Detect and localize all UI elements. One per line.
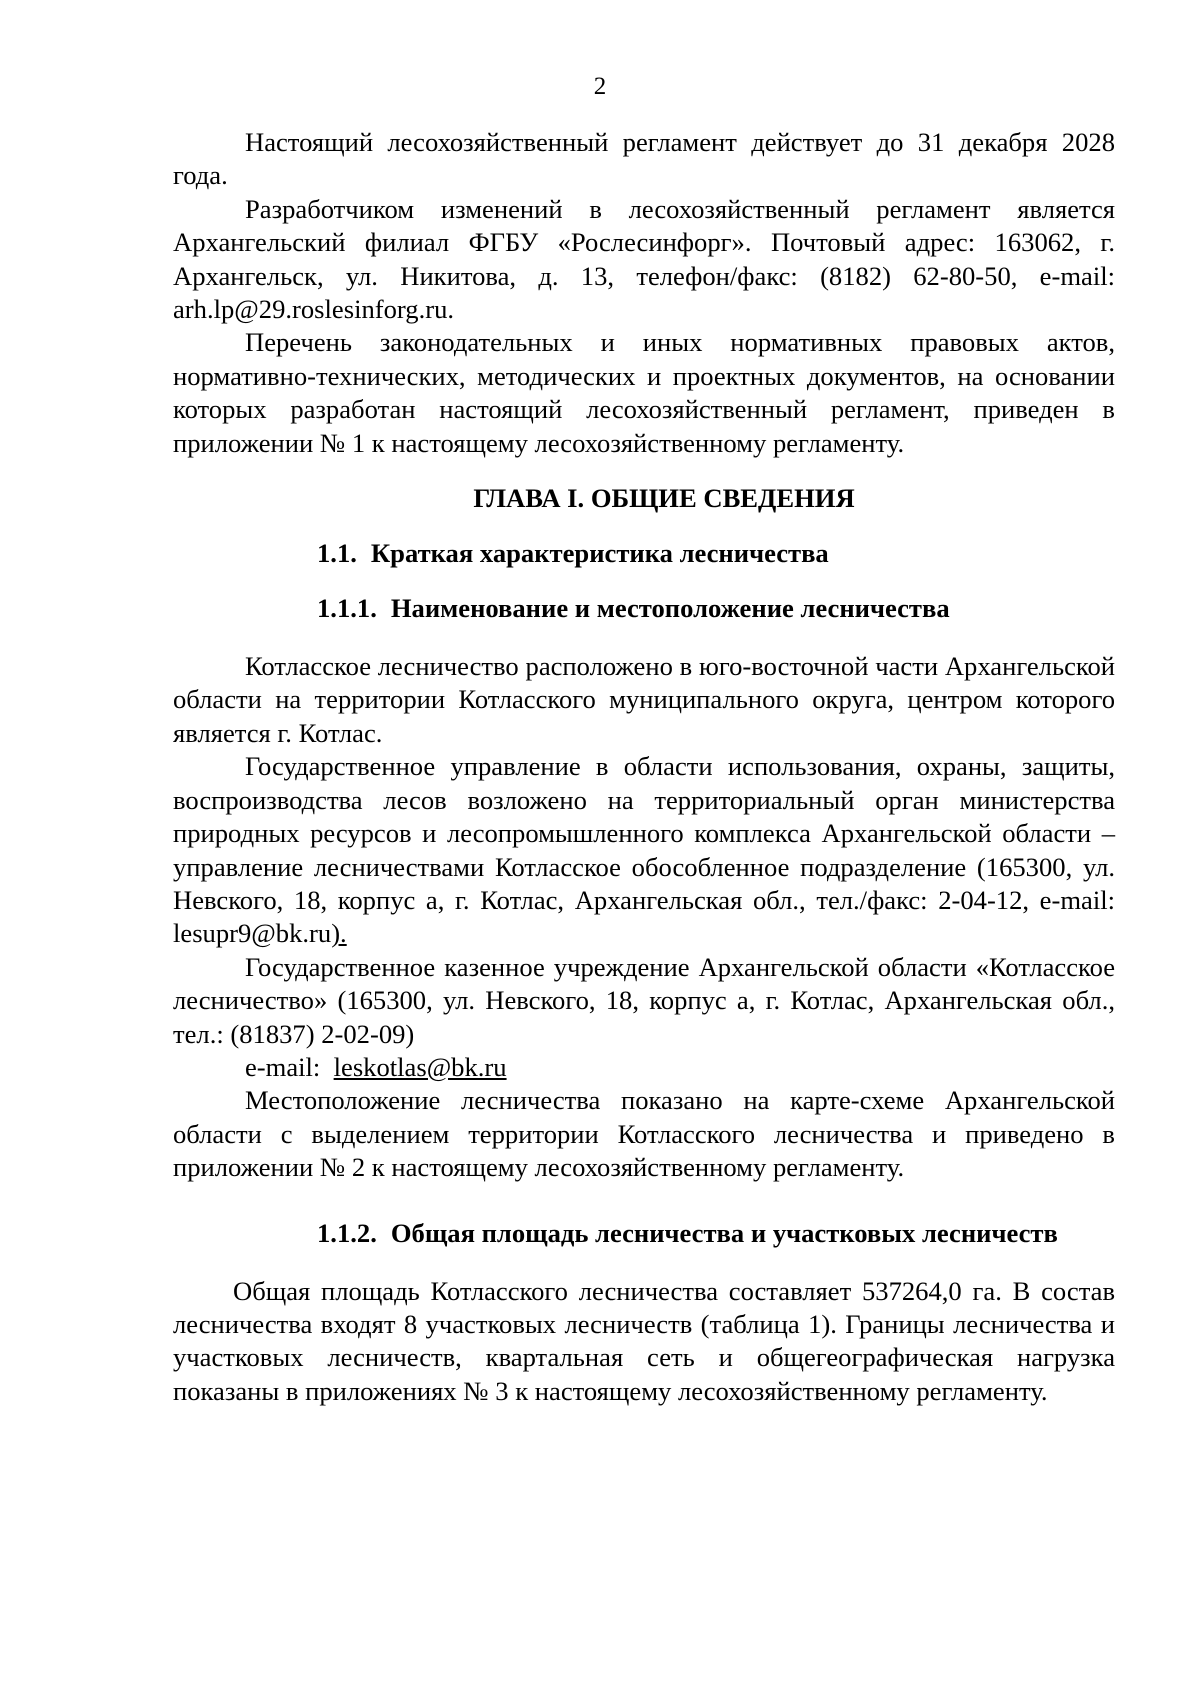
- chapter-title: ГЛАВА I. ОБЩИЕ СВЕДЕНИЯ: [473, 483, 855, 514]
- section-number: 1.1.2.: [317, 1217, 377, 1248]
- section-title: Общая площадь лесничества и участковых лесничеств: [390, 1217, 1058, 1248]
- management-paragraph: [173, 750, 1115, 950]
- intro-validity-paragraph: Настоящий лесохозяйственный регламент действует до 31 декабря 2028 года.: [173, 127, 1115, 191]
- email-label: e-mail:: [245, 1051, 321, 1082]
- institution-paragraph: Государственное казенное учреждение Архангельской области «Котласское лесничество» (165300, ул. Невского, 18, корпус а, г. Котлас, Архангельская обл., тел.: (81837) 2-02-09): [173, 951, 1115, 1049]
- page-number: 2: [593, 73, 607, 100]
- section-number: 1.1.: [317, 538, 357, 569]
- management-text: Государственное управление в области использования, охраны, защиты, воспроизводства лесов возложено на территориальный орган министерства природных ресурсов и лесопромышленного комплекса Архангельской области – управление лесничествами Котласское обособленное подразделение (165300, ул. Невского, 18, корпус а, г. Котлас, Архангельская обл., тел./факс: 2-04-12, e-mail: lesupr9@bk.ru: [173, 751, 1115, 949]
- intro-regulations-paragraph: Перечень законодательных и иных нормативных правовых актов, нормативно-технических, методических и проектных документов, на основании которых разработан настоящий лесохозяйственный регламент, приведен в приложении № 1 к настоящему лесохозяйственному регламенту.: [173, 327, 1115, 458]
- email-line: [173, 1051, 1115, 1084]
- email-link[interactable]: leskotlas@bk.ru: [333, 1051, 507, 1082]
- area-paragraph: Общая площадь Котласского лесничества составляет 537264,0 га. В состав лесничества входят 8 участковых лесничеств (таблица 1). Границы лесничества и участковых лесничеств, квартальная сеть и общегеографическая нагрузка показаны в приложениях № 3 к настоящему лесохозяйственному регламенту.: [173, 1275, 1115, 1406]
- intro-developer-paragraph: Разработчиком изменений в лесохозяйственный регламент является Архангельский филиал ФГБУ «Рослесинфорг». Почтовый адрес: 163062, г. Архангельск, ул. Никитова, д. 13, телефон/факс: (8182) 62-80-50, e-mail: arh.lp@29.roslesinforg.ru.: [173, 193, 1115, 325]
- section-heading-1-1: [173, 537, 1115, 570]
- page-content: [173, 126, 1115, 1408]
- section-heading-1-1-1: [173, 592, 1115, 625]
- map-reference-paragraph: Местоположение лесничества показано на карте-схеме Архангельской области с выделением территории Котласского лесничества и приведено в приложении № 2 к настоящему лесохозяйственному регламенту.: [173, 1085, 1115, 1183]
- section-title: Наименование и местоположение лесничества: [390, 593, 950, 624]
- section-title: Краткая характеристика лесничества: [370, 538, 829, 569]
- management-tail: ).: [331, 918, 347, 949]
- section-heading-1-1-2: [173, 1217, 1115, 1250]
- section-number: 1.1.1.: [317, 593, 377, 624]
- location-paragraph: Котласское лесничество расположено в юго-восточной части Архангельской области на территории Котласского муниципального округа, центром которого является г. Котлас.: [173, 651, 1115, 748]
